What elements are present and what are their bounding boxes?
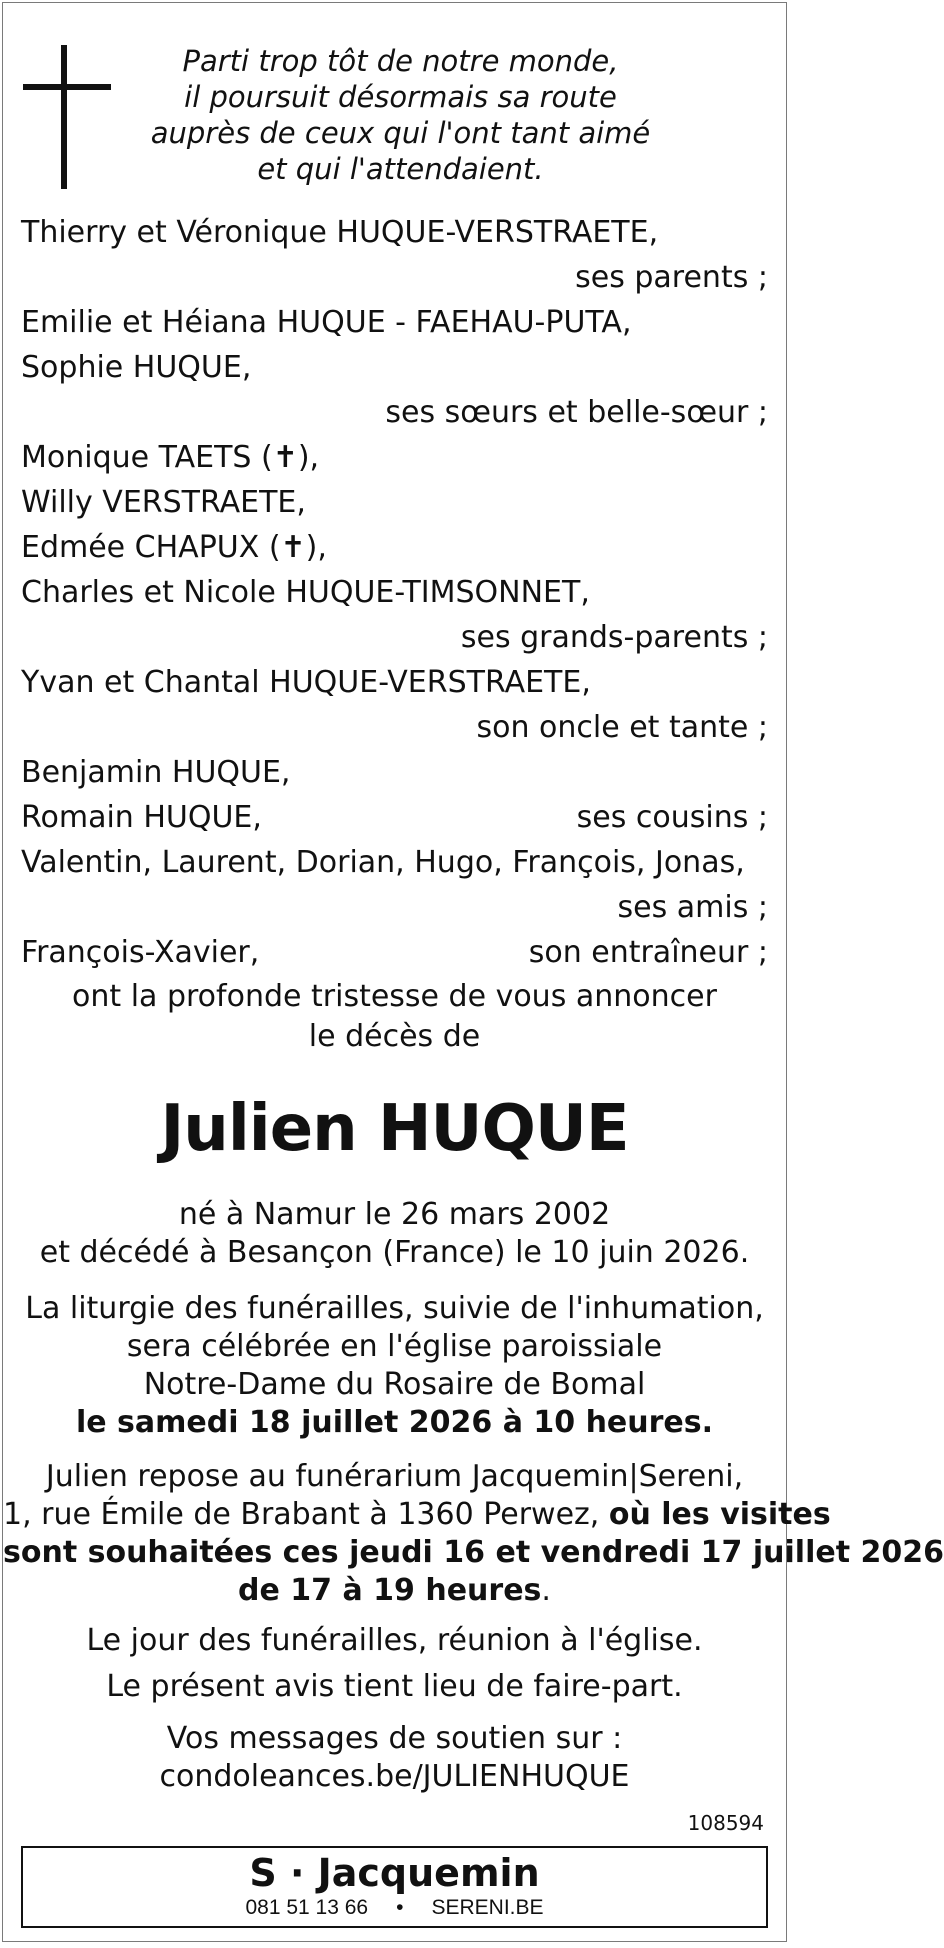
rest-line bbox=[3, 1573, 786, 1609]
family-grandparent: Willy VERSTRAETE, bbox=[21, 485, 306, 520]
rest-line: Julien repose au funérarium Jacquemin|Sereni, bbox=[45, 1459, 744, 1494]
family-sister: Sophie HUQUE, bbox=[21, 350, 252, 385]
relation-friends: ses amis ; bbox=[617, 890, 768, 925]
rest-visits-hours: de 17 à 19 heures bbox=[238, 1573, 542, 1608]
separator-dot: • bbox=[396, 1896, 404, 1919]
relation-grandparents: ses grands-parents ; bbox=[460, 620, 768, 655]
family-friends: Valentin, Laurent, Dorian, Hugo, François, Jonas, bbox=[21, 845, 745, 880]
announcement-line: le décès de bbox=[308, 1019, 481, 1054]
liturgy-line: La liturgie des funérailles, suivie de l'inhumation, bbox=[25, 1291, 764, 1326]
family-parents: Thierry et Véronique HUQUE-VERSTRAETE, bbox=[21, 215, 659, 250]
birth-info: né à Namur le 26 mars 2002 bbox=[178, 1197, 611, 1232]
ad-number: 108594 bbox=[687, 1811, 764, 1835]
announcement-line: ont la profonde tristesse de vous annoncer bbox=[72, 979, 717, 1014]
family-grandparent: Monique TAETS (✝), bbox=[21, 440, 320, 475]
cross-icon bbox=[23, 45, 111, 189]
family-uncle-aunt: Yvan et Chantal HUQUE-VERSTRAETE, bbox=[21, 665, 591, 700]
obituary-notice bbox=[2, 2, 944, 1942]
website-link[interactable]: SERENI.BE bbox=[431, 1896, 544, 1919]
poem-line: et qui l'attendaient. bbox=[257, 152, 544, 186]
relation-coach: son entraîneur ; bbox=[528, 935, 768, 970]
family-cousin: Benjamin HUQUE, bbox=[21, 755, 291, 790]
liturgy-date: le samedi 18 juillet 2026 à 10 heures. bbox=[75, 1405, 714, 1440]
meeting-info: Le jour des funérailles, réunion à l'église. bbox=[86, 1623, 703, 1658]
poem-line: Parti trop tôt de notre monde, bbox=[182, 44, 619, 78]
phone-number: 081 51 13 66 bbox=[245, 1896, 369, 1919]
family-cousin: Romain HUQUE, bbox=[21, 800, 262, 835]
liturgy-line: sera célébrée en l'église paroissiale bbox=[126, 1329, 663, 1364]
relation-uncle-aunt: son oncle et tante ; bbox=[476, 710, 768, 745]
relation-sisters: ses sœurs et belle-sœur ; bbox=[385, 395, 768, 430]
family-grandparents: Charles et Nicole HUQUE-TIMSONNET, bbox=[21, 575, 590, 610]
condolences-link[interactable]: condoleances.be/JULIENHUQUE bbox=[159, 1759, 630, 1794]
family-sisters: Emilie et Héiana HUQUE - FAEHAU-PUTA, bbox=[21, 305, 632, 340]
rest-visits-dates: sont souhaitées ces jeudi 16 et vendredi 17 juillet 2026 bbox=[3, 1535, 944, 1570]
rest-visits: où les visites bbox=[608, 1497, 831, 1532]
family-coach: François-Xavier, bbox=[21, 935, 260, 970]
poem bbox=[123, 43, 678, 187]
rest-line bbox=[3, 1497, 831, 1533]
family-grandparent: Edmée CHAPUX (✝), bbox=[21, 530, 327, 565]
deceased-name: Julien HUQUE bbox=[160, 1092, 629, 1166]
funeral-home-logo: S · Jacquemin bbox=[249, 1851, 540, 1895]
poem-line: il poursuit désormais sa route bbox=[184, 80, 617, 114]
messages-line: Vos messages de soutien sur : bbox=[166, 1721, 623, 1756]
funeral-home-footer bbox=[21, 1846, 768, 1928]
poem-line: auprès de ceux qui l'ont tant aimé bbox=[150, 116, 651, 150]
funeral-home-contact bbox=[23, 1895, 766, 1921]
relation-cousins: ses cousins ; bbox=[576, 800, 768, 835]
rest-address: 1, rue Émile de Brabant à 1360 Perwez, bbox=[3, 1497, 609, 1532]
liturgy-line: Notre-Dame du Rosaire de Bomal bbox=[143, 1367, 646, 1402]
relation-parents: ses parents ; bbox=[575, 260, 768, 295]
notice-info: Le présent avis tient lieu de faire-part. bbox=[106, 1669, 683, 1704]
rest-period: . bbox=[541, 1573, 551, 1608]
death-info: et décédé à Besançon (France) le 10 juin 2026. bbox=[39, 1235, 750, 1270]
